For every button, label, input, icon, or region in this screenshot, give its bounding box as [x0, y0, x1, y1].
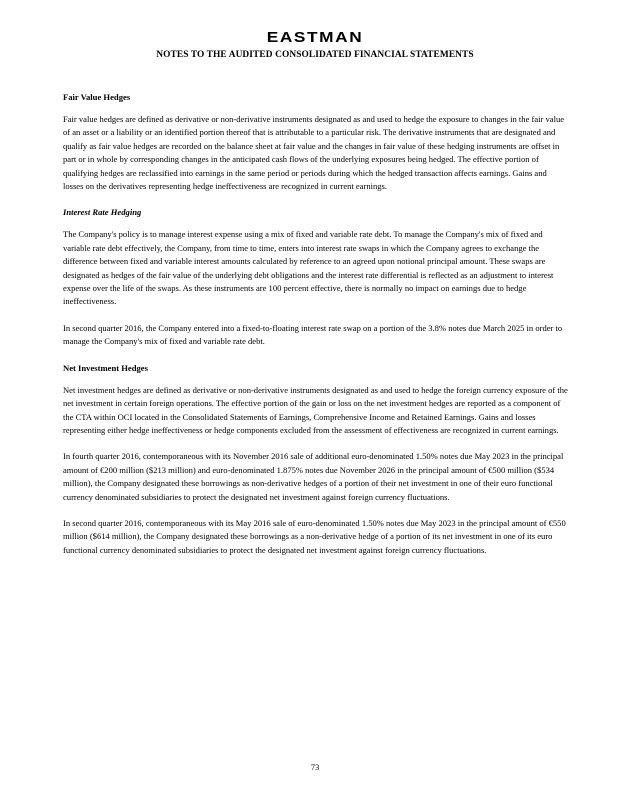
- document-title: NOTES TO THE AUDITED CONSOLIDATED FINANCIAL STATEMENTS: [156, 50, 474, 60]
- paragraph-interest-rate-swap-2016: In second quarter 2016, the Company entered into a fixed-to-floating interest rate swap on a portion of the 3.8% notes due March 2025 in order to manage the Company's mix of fixed and variable rate debt.: [63, 322, 563, 347]
- subsection-heading-interest-rate-hedging: Interest Rate Hedging: [63, 207, 142, 218]
- section-heading-fair-value-hedges: Fair Value Hedges: [63, 92, 131, 102]
- section-heading-net-investment-hedges: Net Investment Hedges: [63, 362, 148, 373]
- paragraph-net-investment-q4-2016: In fourth quarter 2016, contemporaneous with its November 2016 sale of additional euro-denominated 1.50% notes due May 2023 in the principal amount of €200 million ($213 million) and euro-denominated 1.875% notes due November 2026 in the principal amount of €500 million ($534 million), the Company designated these borrowings as non-derivative hedges of a portion of their net investment in one of their euro functional currency denominated subsidiaries to protect the designated net investment against foreign currency fluctuations.: [63, 451, 564, 502]
- paragraph-net-investment-definition: Net investment hedges are defined as derivative or non-derivative instruments designated as and used to hedge the foreign currency exposure of the net investment in certain foreign operations. The effective portion of the gain or loss on the net investment hedges are reported as a component of the CTA within OCI located in the Consolidated Statements of Earnings, Comprehensive Income and Retained Earnings. Gains and losses representing either hedge ineffectiveness or hedge components excluded from the assessment of effectiveness are recognized in current earnings.: [63, 384, 568, 435]
- paragraph-interest-rate-policy: The Company's policy is to manage interest expense using a mix of fixed and variable rate debt. To manage the Company's mix of fixed and variable rate debt effectively, the Company, from time to time, enters into interest rate swaps in which the Company agrees to exchange the difference between fixed and variable interest amounts calculated by reference to an agreed upon notional principal amount. These swaps are designated as hedges of the fair value of the underlying debt obligations and the interest rate differential is reflected as an adjustment to interest expense over the life of the swaps. As these instruments are 100 percent effective, there is normally no impact on earnings due to hedge ineffectiveness.: [63, 229, 554, 307]
- paragraph-net-investment-q2-2016: In second quarter 2016, contemporaneous with its May 2016 sale of euro-denominated 1.50% notes due May 2023 in the principal amount of €550 million ($614 million), the Company designated these borrowings as a non-derivative hedge of a portion of its net investment in one of its euro functional currency denominated subsidiaries to protect the designated net investment against foreign currency fluctuations.: [63, 517, 566, 555]
- page-header: [0, 30, 630, 61]
- page-content: [63, 91, 568, 570]
- company-logo: EASTMAN: [266, 29, 364, 46]
- paragraph-fair-value-hedges: Fair value hedges are defined as derivative or non-derivative instruments designated as and used to hedge the exposure to changes in the fair value of an asset or a liability or an identified portion thereof that is attributable to a particular risk. The derivative instruments that are designated and qualify as fair value hedges are recorded on the balance sheet at fair value and the changes in fair value of these hedging instruments are offset in part or in whole by corresponding changes in the anticipated cash flows of the underlying exposures being hedged. The effective portion of qualifying hedges are reclassified into earnings in the same period or periods during which the hedged transaction affects earnings. Gains and losses on the derivatives representing hedge ineffectiveness are recognized in current earnings.: [63, 114, 565, 192]
- page-number: 73: [310, 762, 320, 772]
